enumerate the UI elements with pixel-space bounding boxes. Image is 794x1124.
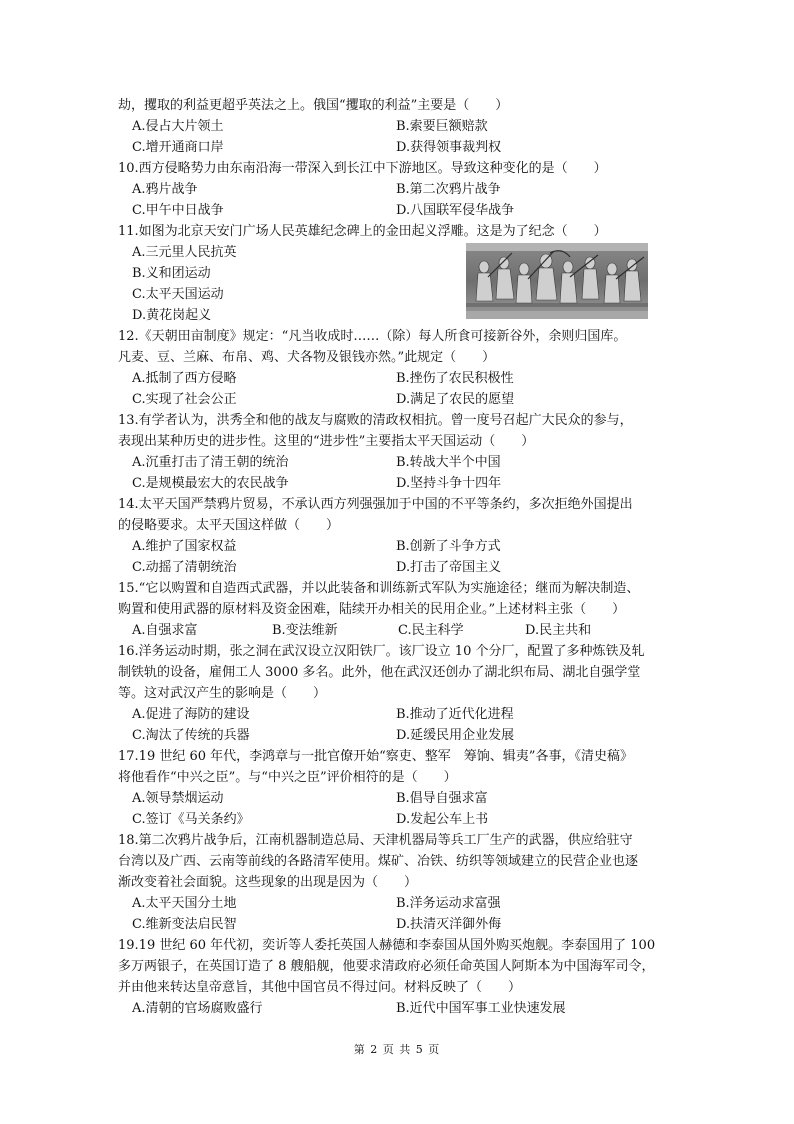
options xyxy=(118,116,683,158)
page-content xyxy=(118,95,683,1019)
option-d[interactable]: D.满足了农民的愿望 xyxy=(396,392,515,407)
question-12 xyxy=(118,326,683,410)
option-b[interactable]: B.倡导自强求富 xyxy=(396,791,488,806)
options xyxy=(118,893,683,935)
question-text: 12.《天朝田亩制度》规定：“凡当收成时……（除）每人所食可接新谷外，余则归国库。 xyxy=(118,329,627,344)
question-text: 将他看作“中兴之臣”。与“中兴之臣”评价相符的是（ ） xyxy=(118,770,457,785)
question-13 xyxy=(118,410,683,494)
question-text: 并由他来转达皇帝意旨，其他中国官员不得过问。材料反映了（ ） xyxy=(118,980,522,995)
option-a[interactable]: A.领导禁烟运动 xyxy=(132,791,224,806)
options xyxy=(118,620,683,641)
question-text: 13.有学者认为，洪秀全和他的战友与腐败的清政权相抗。曾一度号召起广大民众的参与， xyxy=(118,413,633,428)
option-b[interactable]: B.洋务运动求富强 xyxy=(396,896,501,911)
question-text: 购置和使用武器的原材料及资金困难，陆续开办相关的民用企业。”上述材料主张（ ） xyxy=(118,602,626,617)
question-16 xyxy=(118,641,683,746)
option-b[interactable]: B.转战大半个中国 xyxy=(396,455,501,470)
question-text: 等。这对武汉产生的影响是（ ） xyxy=(118,686,327,701)
option-d[interactable]: D.扶清灭洋御外侮 xyxy=(396,917,502,932)
question-text: 14.太平天国严禁鸦片贸易，不承认西方列强强加于中国的不平等条约，多次拒绝外国提出 xyxy=(118,497,633,512)
question-text: 制铁轨的设备，雇佣工人 3000 多名。此外，他在武汉还创办了湖北织布局、湖北自强学堂 xyxy=(118,665,641,680)
question-18 xyxy=(118,830,683,935)
option-d[interactable]: D.坚持斗争十四年 xyxy=(396,476,502,491)
question-text: 多万两银子，在英国订造了 8 艘船舰，他要求清政府必须任命英国人阿斯本为中国海军司令， xyxy=(118,959,655,974)
option-b[interactable]: B.义和团运动 xyxy=(132,266,211,281)
page-number-footer: 第 2 页 共 5 页 xyxy=(353,1043,441,1056)
question-text: 劫，攫取的利益更超乎英法之上。俄国“攫取的利益”主要是（ ） xyxy=(118,98,509,113)
option-d[interactable]: D.黄花岗起义 xyxy=(132,308,212,323)
option-a[interactable]: A.鸦片战争 xyxy=(132,182,198,197)
option-a[interactable]: A.维护了国家权益 xyxy=(132,539,237,554)
option-a[interactable]: A.清朝的官场腐败盛行 xyxy=(132,1001,263,1016)
options xyxy=(118,536,683,578)
question-text: 10.西方侵略势力由东南沿海一带深入到长江中下游地区。导致这种变化的是（ ） xyxy=(118,161,607,176)
option-d[interactable]: D.打击了帝国主义 xyxy=(396,560,502,575)
option-d[interactable]: D.发起公车上书 xyxy=(396,812,489,827)
option-b[interactable]: B.创新了斗争方式 xyxy=(396,539,501,554)
option-a[interactable]: A.抵制了西方侵略 xyxy=(132,371,237,386)
question-text: 19.19 世纪 60 年代初，奕䜣等人委托英国人赫德和李泰国从国外购买炮舰。李泰国用了 100 xyxy=(118,938,656,953)
question-text: 渐改变着社会面貌。这些现象的出现是因为（ ） xyxy=(118,875,418,890)
question-text: 18.第二次鸦片战争后，江南机器制造总局、天津机器局等兵工厂生产的武器，供应给驻守 xyxy=(118,833,633,848)
option-c[interactable]: C.太平天国运动 xyxy=(132,287,224,302)
option-b[interactable]: B.变法维新 xyxy=(272,623,338,638)
question-10 xyxy=(118,158,683,221)
jintian-uprising-relief-image xyxy=(466,243,648,319)
question-17 xyxy=(118,746,683,830)
question-text: 11.如图为北京天安门广场人民英雄纪念碑上的金田起义浮雕。这是为了纪念（ ） xyxy=(118,224,607,239)
question-text: 16.洋务运动时期，张之洞在武汉设立汉阳铁厂。该厂设立 10 个分厂，配置了多种炼铁及轧 xyxy=(118,644,645,659)
option-d[interactable]: D.获得领事裁判权 xyxy=(396,140,502,155)
option-c[interactable]: C.维新变法启民智 xyxy=(132,917,237,932)
option-a[interactable]: A.沉重打击了清王朝的统治 xyxy=(132,455,289,470)
options xyxy=(118,179,683,221)
option-c[interactable]: C.动摇了清朝统治 xyxy=(132,560,237,575)
option-b[interactable]: B.推动了近代化进程 xyxy=(396,707,514,722)
options xyxy=(118,368,683,410)
option-c[interactable]: C.是规模最宏大的农民战争 xyxy=(132,476,289,491)
options xyxy=(118,998,683,1019)
option-d[interactable]: D.民主共和 xyxy=(525,623,592,638)
option-d[interactable]: D.延缓民用企业发展 xyxy=(396,728,515,743)
question-15 xyxy=(118,578,683,641)
question-11 xyxy=(118,221,683,326)
option-b[interactable]: B.挫伤了农民积极性 xyxy=(396,371,514,386)
question-14 xyxy=(118,494,683,578)
question-text: 15.“它以购置和自造西式武器，并以此装备和训练新式军队为实施途径；继而为解决制造、 xyxy=(118,581,640,596)
option-a[interactable]: A.侵占大片领土 xyxy=(132,119,224,134)
question-text: 的侵略要求。太平天国这样做（ ） xyxy=(118,518,340,533)
option-d[interactable]: D.八国联军侵华战争 xyxy=(396,203,515,218)
option-c[interactable]: C.实现了社会公正 xyxy=(132,392,237,407)
question-9-continuation xyxy=(118,95,683,158)
option-c[interactable]: C.签订《马关条约》 xyxy=(132,812,250,827)
option-c[interactable]: C.增开通商口岸 xyxy=(132,140,224,155)
option-a[interactable]: A.自强求富 xyxy=(132,623,198,638)
option-c[interactable]: C.甲午中日战争 xyxy=(132,203,224,218)
option-b[interactable]: B.近代中国军事工业快速发展 xyxy=(396,1001,566,1016)
question-text: 台湾以及广西、云南等前线的各路清军使用。煤矿、冶铁、纺织等领域建立的民营企业也逐 xyxy=(118,854,639,869)
option-c[interactable]: C.民主科学 xyxy=(398,623,464,638)
option-a[interactable]: A.促进了海防的建设 xyxy=(132,707,250,722)
question-19 xyxy=(118,935,683,1019)
option-a[interactable]: A.太平天国分土地 xyxy=(132,896,237,911)
option-a[interactable]: A.三元里人民抗英 xyxy=(132,245,237,260)
options xyxy=(118,788,683,830)
option-b[interactable]: B.第二次鸦片战争 xyxy=(396,182,501,197)
option-c[interactable]: C.淘汰了传统的兵器 xyxy=(132,728,250,743)
options xyxy=(118,704,683,746)
question-text: 凡麦、豆、兰麻、布帛、鸡、犬各物及银钱亦然。”此规定（ ） xyxy=(118,350,496,365)
question-text: 表现出某种历史的进步性。这里的“进步性”主要指太平天国运动（ ） xyxy=(118,434,535,449)
option-b[interactable]: B.索要巨额赔款 xyxy=(396,119,488,134)
options xyxy=(118,452,683,494)
question-text: 17.19 世纪 60 年代，李鸿章与一批官僚开始“察吏、整军 筹饷、辑夷”各事，《清史稿》 xyxy=(118,749,633,764)
